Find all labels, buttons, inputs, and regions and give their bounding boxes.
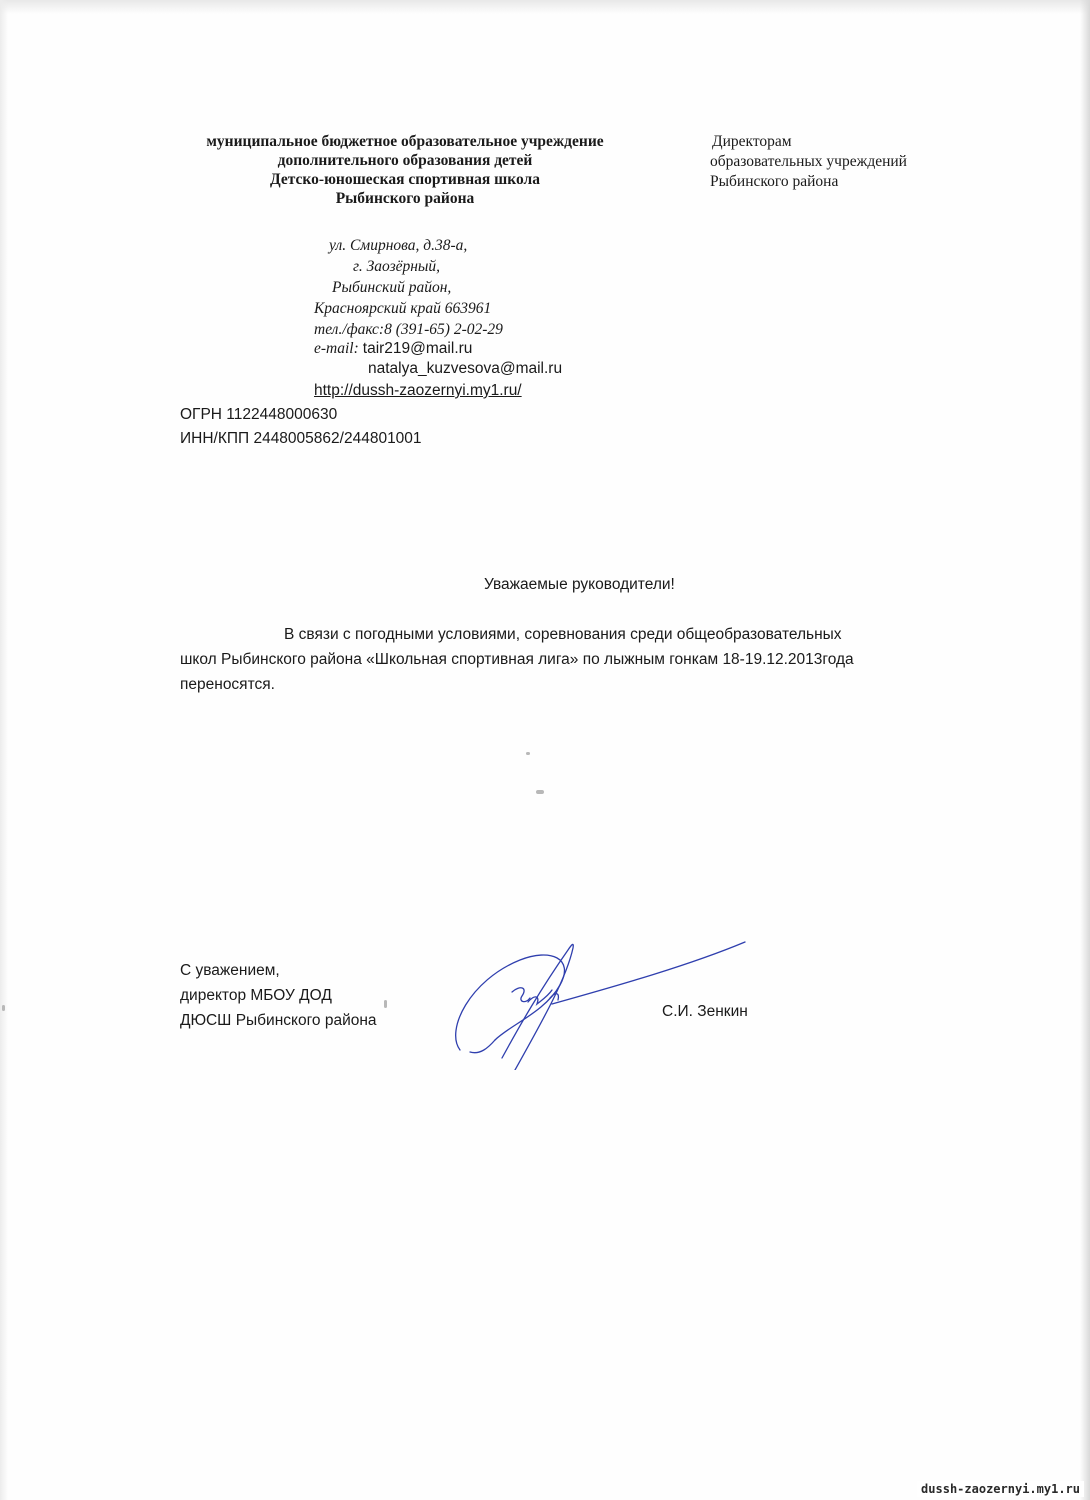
closing-line: С уважением, — [180, 962, 280, 979]
recipient-line: Рыбинского района — [710, 173, 839, 190]
scan-edge-left — [0, 0, 8, 1500]
inn-kpp-number: ИНН/КПП 2448005862/244801001 — [180, 430, 422, 447]
handwritten-signature — [440, 930, 760, 1070]
scan-speck — [2, 1005, 5, 1011]
email-row — [314, 340, 472, 358]
closing-line: ДЮСШ Рыбинского района — [180, 1012, 377, 1029]
sender-org-line: дополнительного образования детей — [277, 152, 533, 169]
sender-org-line: Рыбинского района — [335, 190, 475, 207]
address-district: Рыбинский район, — [332, 279, 452, 296]
recipient-line: образовательных учреждений — [710, 153, 907, 170]
address-phone: тел./факс:8 (391-65) 2-02-29 — [314, 321, 503, 338]
body-line: школ Рыбинского района «Школьная спортивная лига» по лыжным гонкам 18-19.12.2013года — [180, 651, 854, 668]
email-secondary[interactable]: natalya_kuzvesova@mail.ru — [368, 360, 563, 377]
sender-org-line: Детско-юношеская спортивная школа — [270, 171, 540, 188]
scan-speck — [526, 752, 530, 755]
director-name: С.И. Зенкин — [662, 1003, 748, 1020]
address-street: ул. Смирнова, д.38-а, — [329, 237, 468, 254]
recipient-block — [710, 132, 907, 192]
scan-edge-right — [1080, 0, 1090, 1500]
scan-speck — [536, 790, 544, 794]
website-link[interactable]: http://dussh-zaozernyi.my1.ru/ — [314, 382, 522, 399]
email-primary[interactable]: tair219@mail.ru — [362, 340, 473, 357]
letter-body — [180, 622, 980, 697]
body-line: переносятся. — [180, 676, 275, 693]
address-city: г. Заозёрный, — [353, 258, 441, 275]
ogrn-number: ОГРН 1122448000630 — [180, 406, 338, 423]
closing-block — [180, 958, 377, 1033]
email-label: e-mail: — [314, 340, 359, 357]
scan-speck — [384, 1000, 387, 1008]
scan-edge-top — [0, 0, 1090, 14]
salutation: Уважаемые руководители! — [484, 576, 675, 593]
closing-line: директор МБОУ ДОД — [180, 987, 332, 1004]
sender-organization — [160, 132, 650, 208]
address-region: Красноярский край 663961 — [314, 300, 492, 317]
recipient-line: Директорам — [712, 133, 792, 150]
sender-org-line: муниципальное бюджетное образовательное учреждение — [206, 133, 604, 150]
body-line: В связи с погодными условиями, соревнования среди общеобразовательных — [284, 626, 842, 643]
site-watermark: dussh-zaozernyi.my1.ru — [917, 1481, 1084, 1497]
